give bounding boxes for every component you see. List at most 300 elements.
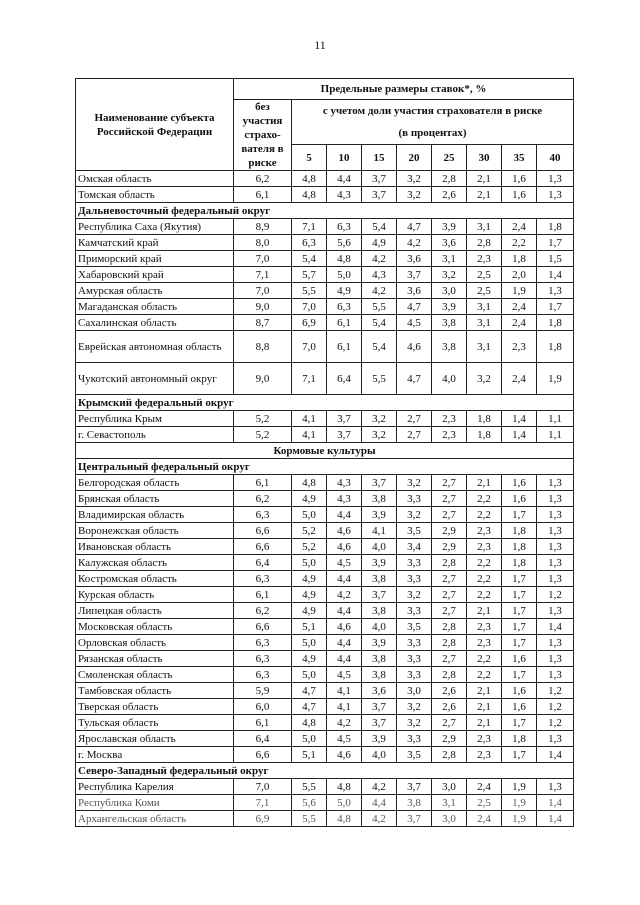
rate-no-participation: 6,3 <box>234 651 292 667</box>
rate-value: 6,3 <box>327 219 362 235</box>
region-name: Московская область <box>76 619 234 635</box>
share-header: 15 <box>362 145 397 171</box>
district-row <box>76 395 574 411</box>
rate-value: 3,7 <box>362 475 397 491</box>
rate-value: 3,7 <box>362 187 397 203</box>
rate-value: 5,4 <box>362 331 397 363</box>
rate-value: 2,3 <box>467 619 502 635</box>
rate-no-participation: 5,2 <box>234 427 292 443</box>
share-header: 40 <box>537 145 574 171</box>
rate-value: 1,6 <box>502 187 537 203</box>
rate-value: 3,9 <box>362 731 397 747</box>
rate-no-participation: 6,0 <box>234 699 292 715</box>
rate-value: 4,6 <box>327 747 362 763</box>
table-row <box>76 283 574 299</box>
rate-value: 1,8 <box>537 331 574 363</box>
rate-value: 1,2 <box>537 715 574 731</box>
region-name: Амурская область <box>76 283 234 299</box>
rate-value: 4,1 <box>327 699 362 715</box>
rate-value: 6,3 <box>292 235 327 251</box>
rate-value: 4,3 <box>327 187 362 203</box>
rate-value: 1,3 <box>537 667 574 683</box>
rate-value: 4,5 <box>327 667 362 683</box>
rate-value: 1,7 <box>502 587 537 603</box>
table-row <box>76 699 574 715</box>
rate-value: 4,1 <box>362 523 397 539</box>
rate-value: 1,8 <box>502 523 537 539</box>
district-row <box>76 763 574 779</box>
no-participation-header: без участия страхо-вателя в риске <box>234 100 292 171</box>
rate-value: 4,2 <box>327 587 362 603</box>
table-row <box>76 363 574 395</box>
rate-value: 1,3 <box>537 635 574 651</box>
rate-value: 3,6 <box>397 283 432 299</box>
rate-value: 2,6 <box>432 683 467 699</box>
region-name: Тульская область <box>76 715 234 731</box>
rate-value: 1,1 <box>537 427 574 443</box>
rate-value: 7,0 <box>292 299 327 315</box>
rate-value: 4,0 <box>362 747 397 763</box>
rate-value: 2,7 <box>432 651 467 667</box>
rate-value: 2,7 <box>432 491 467 507</box>
rate-value: 2,8 <box>432 171 467 187</box>
rate-value: 2,9 <box>432 523 467 539</box>
table-row <box>76 187 574 203</box>
rate-value: 1,7 <box>537 235 574 251</box>
rate-value: 2,3 <box>467 635 502 651</box>
rate-value: 4,9 <box>292 571 327 587</box>
rate-value: 3,2 <box>397 699 432 715</box>
rate-value: 1,8 <box>502 555 537 571</box>
rate-value: 1,9 <box>502 811 537 827</box>
rate-value: 4,6 <box>327 619 362 635</box>
rate-no-participation: 6,4 <box>234 555 292 571</box>
rate-value: 4,8 <box>327 779 362 795</box>
rate-value: 3,9 <box>362 555 397 571</box>
rate-value: 2,3 <box>432 411 467 427</box>
rate-value: 2,1 <box>467 603 502 619</box>
region-name: Рязанская область <box>76 651 234 667</box>
rate-value: 3,8 <box>362 491 397 507</box>
rate-value: 3,7 <box>362 699 397 715</box>
rate-value: 1,4 <box>537 267 574 283</box>
rate-value: 6,1 <box>327 315 362 331</box>
rate-value: 1,4 <box>502 427 537 443</box>
rate-no-participation: 8,8 <box>234 331 292 363</box>
rate-value: 3,5 <box>397 523 432 539</box>
rate-value: 4,2 <box>397 235 432 251</box>
rate-no-participation: 6,3 <box>234 571 292 587</box>
region-name: Воронежская область <box>76 523 234 539</box>
region-name: Тамбовская область <box>76 683 234 699</box>
rate-value: 1,7 <box>502 603 537 619</box>
rate-value: 2,3 <box>467 747 502 763</box>
rate-value: 2,3 <box>502 331 537 363</box>
rate-value: 3,1 <box>467 299 502 315</box>
rate-value: 3,9 <box>362 507 397 523</box>
share-header: 5 <box>292 145 327 171</box>
table-row <box>76 315 574 331</box>
rate-value: 1,8 <box>467 411 502 427</box>
rate-value: 4,0 <box>362 539 397 555</box>
rate-value: 4,4 <box>327 171 362 187</box>
rate-value: 2,8 <box>432 555 467 571</box>
rate-value: 2,7 <box>432 571 467 587</box>
rate-value: 1,7 <box>502 667 537 683</box>
rate-value: 2,4 <box>502 363 537 395</box>
rate-no-participation: 7,0 <box>234 283 292 299</box>
rate-value: 5,0 <box>292 507 327 523</box>
rate-value: 5,2 <box>292 539 327 555</box>
rate-value: 1,8 <box>502 251 537 267</box>
rate-value: 2,2 <box>467 555 502 571</box>
rate-value: 4,4 <box>327 571 362 587</box>
rate-value: 2,8 <box>432 635 467 651</box>
rate-value: 2,2 <box>467 507 502 523</box>
rate-no-participation: 6,2 <box>234 603 292 619</box>
rate-value: 1,3 <box>537 187 574 203</box>
rate-value: 2,7 <box>432 715 467 731</box>
rate-value: 3,1 <box>467 315 502 331</box>
rate-value: 1,3 <box>537 491 574 507</box>
region-name: Чукотский автономный округ <box>76 363 234 395</box>
rate-value: 1,3 <box>537 779 574 795</box>
rate-value: 2,8 <box>467 235 502 251</box>
rate-value: 2,2 <box>467 587 502 603</box>
region-name: Владимирская область <box>76 507 234 523</box>
rate-value: 2,4 <box>502 219 537 235</box>
rate-value: 1,3 <box>537 523 574 539</box>
rate-value: 3,7 <box>327 411 362 427</box>
rate-value: 3,8 <box>362 667 397 683</box>
rate-no-participation: 7,1 <box>234 795 292 811</box>
rate-no-participation: 6,1 <box>234 475 292 491</box>
rate-value: 1,3 <box>537 731 574 747</box>
rate-value: 4,2 <box>362 251 397 267</box>
rate-value: 4,3 <box>362 267 397 283</box>
rate-value: 1,4 <box>537 811 574 827</box>
table-row <box>76 667 574 683</box>
rate-value: 3,1 <box>467 219 502 235</box>
rate-value: 3,7 <box>362 587 397 603</box>
rate-value: 1,7 <box>537 299 574 315</box>
rate-value: 4,8 <box>292 475 327 491</box>
rate-value: 7,1 <box>292 219 327 235</box>
region-name: Томская область <box>76 187 234 203</box>
rate-value: 3,3 <box>397 555 432 571</box>
rate-value: 2,1 <box>467 699 502 715</box>
rate-value: 3,8 <box>432 331 467 363</box>
region-name: Калужская область <box>76 555 234 571</box>
share-header: 25 <box>432 145 467 171</box>
rate-value: 4,3 <box>327 491 362 507</box>
rate-value: 2,5 <box>467 267 502 283</box>
rate-no-participation: 9,0 <box>234 299 292 315</box>
rate-value: 3,7 <box>397 811 432 827</box>
rate-value: 4,0 <box>362 619 397 635</box>
rate-value: 3,6 <box>432 235 467 251</box>
table-row <box>76 539 574 555</box>
rate-value: 1,9 <box>502 795 537 811</box>
region-name: Республика Карелия <box>76 779 234 795</box>
rate-value: 2,7 <box>397 427 432 443</box>
participation-title: с учетом доли участия страхователя в риске <box>322 105 543 117</box>
share-header: 10 <box>327 145 362 171</box>
rate-value: 4,7 <box>292 683 327 699</box>
rate-value: 2,8 <box>432 747 467 763</box>
rate-no-participation: 7,1 <box>234 267 292 283</box>
rate-value: 5,4 <box>292 251 327 267</box>
rate-value: 4,1 <box>292 427 327 443</box>
rate-value: 3,2 <box>362 427 397 443</box>
rate-value: 2,4 <box>467 779 502 795</box>
table-row <box>76 571 574 587</box>
subject-header: Наименование субъекта Российской Федерации <box>76 79 234 171</box>
table-row <box>76 523 574 539</box>
rate-value: 5,7 <box>292 267 327 283</box>
table-row <box>76 251 574 267</box>
rate-value: 2,7 <box>397 411 432 427</box>
rate-value: 3,6 <box>362 683 397 699</box>
rate-value: 4,8 <box>292 715 327 731</box>
rate-no-participation: 8,7 <box>234 315 292 331</box>
rate-value: 1,8 <box>467 427 502 443</box>
rate-value: 4,5 <box>397 315 432 331</box>
region-name: Сахалинская область <box>76 315 234 331</box>
rate-value: 1,6 <box>502 475 537 491</box>
rate-value: 4,4 <box>327 603 362 619</box>
rate-value: 2,7 <box>432 475 467 491</box>
rate-no-participation: 6,1 <box>234 715 292 731</box>
rate-value: 3,3 <box>397 651 432 667</box>
rate-value: 4,8 <box>327 251 362 267</box>
rate-value: 5,5 <box>362 299 397 315</box>
table-row <box>76 331 574 363</box>
rate-value: 3,3 <box>397 667 432 683</box>
rate-no-participation: 5,9 <box>234 683 292 699</box>
rate-value: 4,3 <box>327 475 362 491</box>
region-name: Ярославская область <box>76 731 234 747</box>
rate-value: 2,5 <box>467 795 502 811</box>
region-name: г. Москва <box>76 747 234 763</box>
crop-row <box>76 443 574 459</box>
rate-value: 2,2 <box>467 571 502 587</box>
rate-value: 3,3 <box>397 491 432 507</box>
rate-value: 4,2 <box>362 283 397 299</box>
rate-value: 3,2 <box>397 475 432 491</box>
rate-value: 3,2 <box>362 411 397 427</box>
rate-value: 2,7 <box>432 587 467 603</box>
limits-header: Предельные размеры ставок*, % <box>234 79 574 100</box>
rate-no-participation: 6,3 <box>234 507 292 523</box>
rate-value: 1,9 <box>502 283 537 299</box>
rate-no-participation: 6,2 <box>234 491 292 507</box>
region-name: Тверская область <box>76 699 234 715</box>
rate-value: 6,4 <box>327 363 362 395</box>
rate-value: 4,1 <box>327 683 362 699</box>
rate-value: 4,4 <box>362 795 397 811</box>
table-row <box>76 619 574 635</box>
rate-value: 4,7 <box>397 363 432 395</box>
district-title: Дальневосточный федеральный округ <box>76 203 574 219</box>
percent-note: (в процентах) <box>398 127 467 139</box>
rate-value: 4,5 <box>327 555 362 571</box>
rate-value: 1,2 <box>537 683 574 699</box>
rate-value: 4,8 <box>292 187 327 203</box>
rate-value: 1,8 <box>537 315 574 331</box>
rate-value: 5,5 <box>292 283 327 299</box>
table-row <box>76 235 574 251</box>
region-name: Архангельская область <box>76 811 234 827</box>
rate-no-participation: 9,0 <box>234 363 292 395</box>
rate-value: 1,9 <box>537 363 574 395</box>
rate-value: 6,9 <box>292 315 327 331</box>
rate-value: 1,7 <box>502 747 537 763</box>
rate-value: 4,7 <box>292 699 327 715</box>
rate-value: 4,8 <box>327 811 362 827</box>
rate-value: 2,5 <box>467 283 502 299</box>
rate-value: 3,1 <box>467 331 502 363</box>
rate-value: 3,8 <box>432 315 467 331</box>
rate-value: 4,9 <box>292 491 327 507</box>
region-name: Липецкая область <box>76 603 234 619</box>
rate-value: 3,9 <box>362 635 397 651</box>
rate-value: 3,0 <box>432 811 467 827</box>
region-name: Костромская область <box>76 571 234 587</box>
region-name: Республика Саха (Якутия) <box>76 219 234 235</box>
rate-value: 3,9 <box>432 299 467 315</box>
rate-value: 3,2 <box>467 363 502 395</box>
rate-value: 2,1 <box>467 683 502 699</box>
rate-value: 4,8 <box>292 171 327 187</box>
rate-value: 3,3 <box>397 731 432 747</box>
district-row <box>76 459 574 475</box>
rate-value: 3,3 <box>397 571 432 587</box>
district-title: Северо-Западный федеральный округ <box>76 763 574 779</box>
rate-value: 1,8 <box>502 731 537 747</box>
rate-value: 1,8 <box>502 539 537 555</box>
region-name: Белгородская область <box>76 475 234 491</box>
region-name: Смоленская область <box>76 667 234 683</box>
rate-value: 2,3 <box>467 251 502 267</box>
rate-value: 1,6 <box>502 491 537 507</box>
rate-no-participation: 6,9 <box>234 811 292 827</box>
rate-value: 2,1 <box>467 187 502 203</box>
region-name: Хабаровский край <box>76 267 234 283</box>
rate-value: 5,0 <box>292 731 327 747</box>
rate-value: 6,1 <box>327 331 362 363</box>
rate-value: 5,1 <box>292 619 327 635</box>
rate-value: 3,0 <box>397 683 432 699</box>
rate-value: 1,9 <box>502 779 537 795</box>
table-row <box>76 427 574 443</box>
rate-value: 1,3 <box>537 603 574 619</box>
rate-value: 2,1 <box>467 715 502 731</box>
rate-value: 2,2 <box>467 491 502 507</box>
rate-no-participation: 7,0 <box>234 251 292 267</box>
rate-value: 4,4 <box>327 651 362 667</box>
district-title: Крымский федеральный округ <box>76 395 574 411</box>
rate-value: 1,4 <box>537 619 574 635</box>
region-name: г. Севастополь <box>76 427 234 443</box>
rate-value: 3,2 <box>397 715 432 731</box>
rate-value: 4,9 <box>292 587 327 603</box>
rate-value: 1,2 <box>537 587 574 603</box>
rate-value: 2,4 <box>502 315 537 331</box>
rate-value: 3,9 <box>432 219 467 235</box>
rate-value: 3,3 <box>397 603 432 619</box>
rate-value: 5,0 <box>327 795 362 811</box>
rate-value: 1,7 <box>502 507 537 523</box>
rate-value: 2,0 <box>502 267 537 283</box>
rate-value: 4,7 <box>397 299 432 315</box>
rate-value: 5,2 <box>292 523 327 539</box>
insurance-rates-table <box>75 78 574 827</box>
rate-value: 4,2 <box>327 715 362 731</box>
table-row <box>76 795 574 811</box>
region-name: Орловская область <box>76 635 234 651</box>
region-name: Еврейская автономная область <box>76 331 234 363</box>
table-row <box>76 299 574 315</box>
rate-value: 5,0 <box>292 635 327 651</box>
rate-value: 1,3 <box>537 651 574 667</box>
rate-no-participation: 6,3 <box>234 667 292 683</box>
rate-value: 5,5 <box>292 811 327 827</box>
rate-value: 1,3 <box>537 507 574 523</box>
table-row <box>76 603 574 619</box>
rate-value: 1,6 <box>502 683 537 699</box>
rate-value: 5,4 <box>362 219 397 235</box>
rate-value: 1,6 <box>502 651 537 667</box>
rate-value: 3,4 <box>397 539 432 555</box>
table-row <box>76 779 574 795</box>
rate-no-participation: 6,6 <box>234 539 292 555</box>
rate-value: 4,6 <box>397 331 432 363</box>
rate-value: 4,4 <box>327 635 362 651</box>
rate-value: 3,5 <box>397 619 432 635</box>
rate-value: 3,2 <box>397 587 432 603</box>
rate-value: 7,1 <box>292 363 327 395</box>
region-name: Республика Крым <box>76 411 234 427</box>
rate-value: 1,6 <box>502 699 537 715</box>
crop-title: Кормовые культуры <box>76 443 574 459</box>
rate-value: 4,9 <box>362 235 397 251</box>
rate-value: 5,5 <box>292 779 327 795</box>
rate-value: 2,1 <box>467 475 502 491</box>
table-row <box>76 811 574 827</box>
rate-no-participation: 6,1 <box>234 187 292 203</box>
rate-value: 1,3 <box>537 555 574 571</box>
rate-value: 2,4 <box>467 811 502 827</box>
rate-value: 3,7 <box>362 171 397 187</box>
rate-value: 4,2 <box>362 811 397 827</box>
rate-value: 2,2 <box>467 667 502 683</box>
rate-value: 2,3 <box>467 523 502 539</box>
rate-value: 1,3 <box>537 475 574 491</box>
rate-value: 3,2 <box>432 267 467 283</box>
rate-value: 3,0 <box>432 283 467 299</box>
rate-no-participation: 8,0 <box>234 235 292 251</box>
region-name: Ивановская область <box>76 539 234 555</box>
rate-value: 3,2 <box>397 187 432 203</box>
region-name: Омская область <box>76 171 234 187</box>
rate-no-participation: 8,9 <box>234 219 292 235</box>
share-header: 30 <box>467 145 502 171</box>
rate-value: 1,1 <box>537 411 574 427</box>
rate-value: 1,8 <box>537 219 574 235</box>
table-row <box>76 587 574 603</box>
share-header: 35 <box>502 145 537 171</box>
